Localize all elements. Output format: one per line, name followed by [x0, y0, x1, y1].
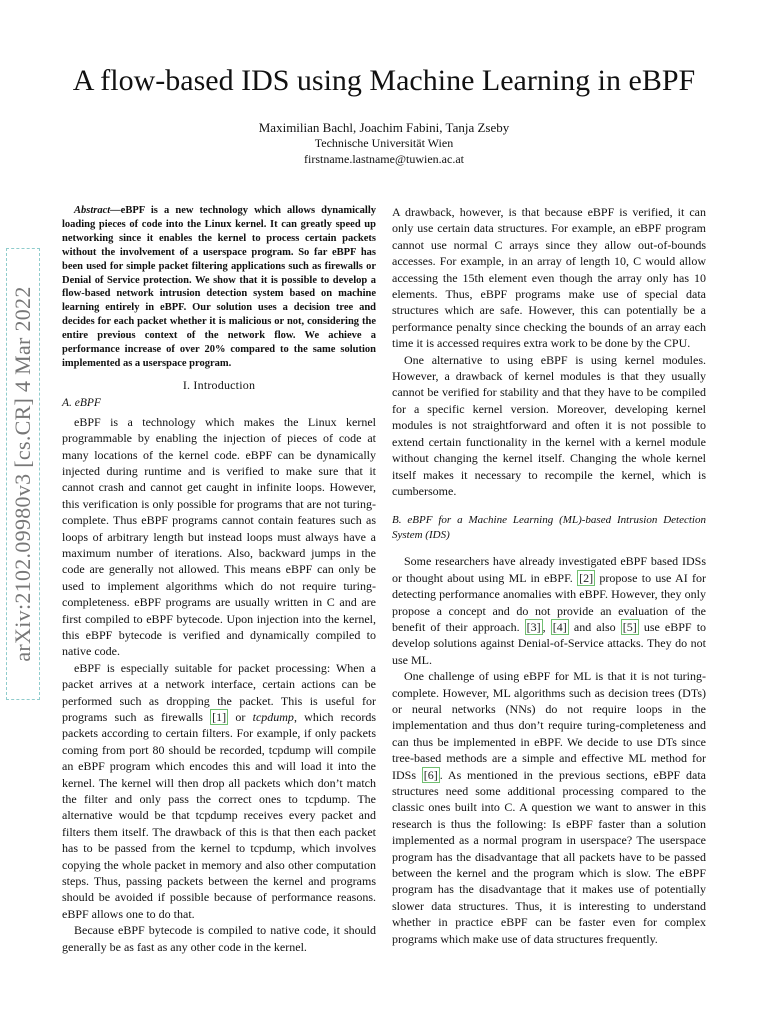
related-paragraph-2 [392, 668, 706, 947]
citation-link-3[interactable]: [3] [526, 619, 541, 634]
arxiv-sidebar-stamp [6, 248, 40, 700]
paper-authors: Maximilian Bachl, Joachim Fabini, Tanja Zseby [258, 120, 510, 135]
subsection-heading-ebpf: A. eBPF [62, 397, 101, 410]
related-p1-text-c: , [542, 619, 551, 634]
intro-paragraph-5: One alternative to using eBPF is using kernel modules. However, a drawback of kernel modules is that they usually cannot be verified for stability and that they have to be compiled for a specific kernel version. Moreover, developing kernel modules is not straightforward and often it is not possible to extend certain functionality in the kernel with a kernel module without changing the kernel itself. Changing the whole kernel itself makes it necessary to recompile the kernel, which is cumbersome. [392, 352, 706, 498]
citation-link-6[interactable]: [6] [423, 767, 438, 782]
intro-p2-tcpdump: tcpdump [252, 710, 294, 724]
paper-email: firstname.lastname@tuwien.ac.at [304, 152, 464, 166]
related-p1-text-d: and also [568, 619, 621, 634]
intro-paragraph-2 [62, 660, 376, 923]
related-p1-text-b: propose to use AI for detecting performance anomalies with eBPF. However, they only propose a concept and do not provide an evaluation of the benefit of their approach. [392, 570, 706, 634]
right-column [392, 204, 706, 947]
intro-paragraph-1: eBPF is a technology which makes the Linux kernel programmable by enabling the injection of pieces of code at many locations of the kernel code. eBPF can be dynamically injected during runtime and is verified to make sure that it cannot crash and cannot get caught in infinite loops. However, this verification is only possible for programs that are not turing-complete. Thus eBPF programs cannot contain features such as loops of arbitrary length but instead loops must always have a maximum number of iterations. Also, backward jumps in the code are generally not allowed. This means eBPF can only be used to implement algorithms which do not require turing-completeness. eBPF programs are usually written in C and are first compiled to eBPF bytecode. Upon injection into the kernel, this eBPF bytecode is verified and dynamically compiled to native code. [62, 414, 376, 659]
abstract [62, 204, 376, 371]
left-column [62, 204, 376, 955]
intro-p2-text-a: eBPF is especially suitable for packet processing: When a packet arrives at a network interface, certain actions can be performed such as dropping the packet. This is useful for programs such as firewalls [62, 660, 376, 724]
abstract-label: Abstract [74, 205, 111, 216]
citation-link-5[interactable]: [5] [622, 619, 637, 634]
citation-link-4[interactable]: [4] [552, 619, 567, 634]
intro-paragraph-3: Because eBPF bytecode is compiled to native code, it should generally be as fast as any other code in the kernel. [62, 923, 376, 954]
subsection-heading-ml-ids: B. eBPF for a Machine Learning (ML)-based Intrusion Detection System (IDS) [392, 514, 706, 542]
abstract-dash: — [110, 205, 121, 216]
related-paragraph-1 [392, 553, 706, 668]
citation-link-1[interactable]: [1] [212, 710, 227, 724]
intro-paragraph-4: A drawback, however, is that because eBPF is verified, it can only use certain data structures. For example, an eBPF program cannot use normal C arrays since they allow out-of-bounds accesses. For example, in an array of length 10, C would allow accessing the 15th element even though the array only has 10 elements. Thus, eBPF programs make use of special data structures which are safe. However, this can potentially be a performance penalty since checking the bounds of an array each time it is accessed requires extra work to be done by the CPU. [392, 205, 706, 351]
paper-title: A flow-based IDS using Machine Learning in eBPF [72, 64, 696, 97]
arxiv-identifier: arXiv:2102.09980v3 [cs.CR] 4 Mar 2022 [10, 286, 35, 662]
section-heading-introduction: I. Introduction [182, 377, 256, 392]
related-p1-text-a: Some researchers have already investigated eBPF based IDSs or thought about using ML in eBPF. [392, 554, 706, 585]
related-p2-text-a: One challenge of using eBPF for ML is that it is not turing-complete. However, ML algorithms such as decision trees (DTs) or neural networks (NNs) do not require loops in the implementation and thus don’t require turing-completeness and can thus be implemented in eBPF. We decide to use DTs since tree-based methods are a simple and effective ML method for IDSs [392, 669, 706, 782]
related-p2-text-b: . As mentioned in the previous sections, eBPF data structures need some additional processing compared to the classic ones built into C. A question we want to answer in this research is thus the following: Is eBPF faster than a solution implemented as a normal program in userspace? The userspace program has the disadvantage that all packets have to be passed between the kernel and the program which is slow. The eBPF program has the disadvantage that it makes use of potentially slower data structures. Thus, it is interesting to understand whether in practice eBPF can be faster even for complex programs which make use of data structures frequently. [392, 767, 706, 946]
related-p1-text-e: use eBPF to develop solutions against Denial-of-Service attacks. They do not use ML. [392, 619, 707, 667]
intro-p2-text-b: or [228, 710, 253, 724]
paper-affiliation: Technische Universität Wien [314, 136, 454, 150]
intro-p2-text-c: , which records packets according to certain filters. For example, if only packets coming from port 80 should be recorded, tcpdump will compile an eBPF program which encodes this and will load it into the kernel. The kernel will then drop all packets which don’t match the filter and only pass the correct ones to tcpdump. The alternative would be that tcpdump receives every packet and filters them itself. The drawback of this is that then each packet has to be passed from the kernel to tcpdump, which involves copying the whole packet in memory and also other computation steps. Thus, passing packets between the kernel and programs should be avoided if possible because of performance reasons. eBPF allows one to do that. [62, 710, 377, 921]
citation-link-2[interactable]: [2] [579, 570, 594, 585]
abstract-text: eBPF is a new technology which allows dynamically loading pieces of code into the Linux kernel. It can greatly speed up networking since it enables the kernel to process certain packets without the involvement of a userspace program. So far eBPF has been used for simple packet filtering applications such as firewalls or Denial of Service protection. We show that it is possible to develop a flow-based network intrusion detection system based on machine learning entirely in eBPF. Our solution uses a decision tree and decides for each packet whether it is malicious or not, considering the entire previous context of the network flow. We achieve a performance increase of over 20% compared to the same solution implemented as a userspace program. [62, 205, 376, 369]
